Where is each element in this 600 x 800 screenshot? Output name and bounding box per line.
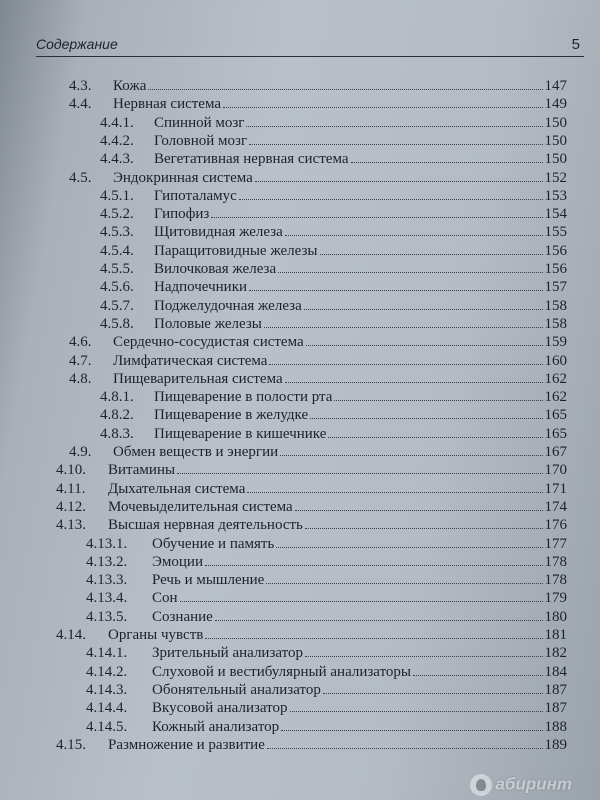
toc-entry-page: 147 xyxy=(544,78,567,94)
toc-entry-number: 4.13.3. xyxy=(86,572,128,589)
toc-entry-page: 187 xyxy=(544,700,567,717)
dot-leader xyxy=(306,332,543,346)
toc-entry-title: Гипофиз xyxy=(154,206,210,223)
toc-entry xyxy=(100,314,567,334)
toc-entry-number: 4.5.1. xyxy=(100,187,134,204)
toc-entry-page: 174 xyxy=(544,498,567,515)
toc-entry-page: 181 xyxy=(544,627,567,643)
toc-entry-title: Витамины xyxy=(108,462,176,479)
toc-entry-title: Слуховой и вестибулярный анализаторы xyxy=(152,663,412,680)
toc-entry xyxy=(100,204,567,224)
toc-entry-number: 4.8. xyxy=(69,370,92,387)
toc-entry-page: 149 xyxy=(544,96,567,113)
toc-entry xyxy=(100,149,567,169)
toc-entry-title: Кожный анализатор xyxy=(152,718,280,735)
toc-entry-number: 4.12. xyxy=(56,498,86,515)
section-title: Содержание xyxy=(36,36,118,52)
toc-entry-number: 4.14.5. xyxy=(86,718,128,735)
toc-entry xyxy=(56,625,567,645)
toc-entry-title: Головной мозг xyxy=(154,132,248,149)
toc-entry-title: Сон xyxy=(152,590,178,607)
toc-entry-number: 4.15. xyxy=(56,736,86,753)
dot-leader xyxy=(180,588,543,602)
toc-entry-title: Пищеварение в кишечнике xyxy=(154,425,327,442)
dot-leader xyxy=(255,168,543,182)
toc-entry-page: 150 xyxy=(544,132,567,149)
toc-entry-number: 4.8.1. xyxy=(100,389,134,406)
toc-entry-number: 4.13.1. xyxy=(86,535,128,552)
dot-leader xyxy=(328,424,542,438)
toc-entry xyxy=(86,588,567,608)
toc-entry xyxy=(86,570,567,590)
toc-entry-number: 4.6. xyxy=(69,334,92,351)
toc-entry-number: 4.14.4. xyxy=(86,700,128,717)
toc-entry-title: Зрительный анализатор xyxy=(152,645,304,662)
toc-entry-title: Пищеварение в полости рта xyxy=(154,389,333,406)
toc-entry-title: Эмоции xyxy=(152,553,203,570)
toc-entry-title: Гипоталамус xyxy=(154,187,237,204)
toc-entry-page: 152 xyxy=(544,169,567,186)
toc-entry-number: 4.4.2. xyxy=(100,132,134,149)
toc-entry xyxy=(56,515,567,535)
toc-entry-number: 4.5.4. xyxy=(100,242,134,259)
toc-entry-number: 4.4.3. xyxy=(100,151,134,168)
dot-leader xyxy=(290,698,543,712)
toc-entry xyxy=(86,680,567,700)
toc-entry xyxy=(100,113,567,133)
dot-leader xyxy=(205,552,543,566)
toc-entry-number: 4.13.5. xyxy=(86,608,128,625)
dot-leader xyxy=(278,259,542,273)
toc-entry xyxy=(69,168,567,188)
toc-entry xyxy=(86,534,567,554)
toc-entry-title: Надпочечники xyxy=(154,279,248,296)
toc-entry xyxy=(100,424,567,444)
dot-leader xyxy=(266,570,542,584)
dot-leader xyxy=(281,717,542,731)
page-header xyxy=(36,34,584,57)
toc-entry xyxy=(100,277,567,297)
dot-leader xyxy=(264,314,543,328)
toc-entry-title: Паращитовидные железы xyxy=(154,242,318,259)
toc-entry-number: 4.8.2. xyxy=(100,407,134,424)
toc-entry-number: 4.9. xyxy=(69,444,92,460)
dot-leader xyxy=(205,625,542,639)
toc-entry-number: 4.5.8. xyxy=(100,315,134,332)
toc-entry-page: 167 xyxy=(544,444,567,460)
toc-entry-page: 162 xyxy=(544,370,567,387)
toc-entry-page: 162 xyxy=(544,389,567,406)
dot-leader xyxy=(323,680,543,694)
toc-entry-title: Речь и мышление xyxy=(152,572,265,589)
toc-entry xyxy=(86,662,567,682)
toc-entry xyxy=(100,222,567,242)
toc-entry xyxy=(86,643,567,663)
dot-leader xyxy=(276,534,542,548)
toc-entry-title: Сознание xyxy=(152,608,213,625)
toc-entry-title: Нервная система xyxy=(113,96,222,113)
toc-entry-page: 158 xyxy=(544,297,567,314)
toc-entry-page: 158 xyxy=(544,315,567,332)
dot-leader xyxy=(267,735,543,749)
dot-leader xyxy=(305,643,542,657)
toc-entry xyxy=(56,735,567,755)
toc-entry-page: 157 xyxy=(544,279,567,296)
toc-entry-number: 4.13. xyxy=(56,517,86,534)
toc-entry-title: Высшая нервная деятельность xyxy=(108,517,303,534)
toc-entry-number: 4.4.1. xyxy=(100,114,134,131)
dot-leader xyxy=(246,113,542,127)
toc-entry-number: 4.11. xyxy=(56,480,86,497)
toc-entry-title: Половые железы xyxy=(154,315,262,332)
toc-entry-number: 4.8.3. xyxy=(100,425,134,442)
dot-leader xyxy=(280,442,542,456)
toc-entry-page: 171 xyxy=(544,480,567,497)
toc-entry-page: 179 xyxy=(544,590,567,607)
toc-entry-number: 4.3. xyxy=(69,78,92,94)
toc-entry-page: 165 xyxy=(544,425,567,442)
toc-entry-number: 4.4. xyxy=(69,96,92,113)
watermark-text: абиринт xyxy=(495,774,572,794)
page-number: 5 xyxy=(571,36,580,53)
toc-entry-title: Дыхательная система xyxy=(108,480,246,497)
toc-entry-page: 165 xyxy=(544,407,567,424)
toc-entry xyxy=(69,351,567,371)
toc-entry xyxy=(100,241,567,261)
toc-entry-page: 155 xyxy=(544,224,567,241)
toc-entry xyxy=(100,296,567,316)
watermark xyxy=(470,774,572,796)
toc-entry-page: 177 xyxy=(544,535,567,552)
toc-entry-page: 178 xyxy=(544,572,567,589)
toc-entry-title: Спинной мозг xyxy=(154,114,245,131)
toc-entry-number: 4.14.1. xyxy=(86,645,128,662)
dot-leader xyxy=(295,497,543,511)
toc-entry xyxy=(69,94,567,114)
toc-entry xyxy=(69,76,567,96)
toc-entry-page: 182 xyxy=(544,645,567,662)
dot-leader xyxy=(269,351,542,365)
toc-entry-title: Вегетативная нервная система xyxy=(154,151,349,168)
toc-entry-page: 188 xyxy=(544,718,567,735)
toc-entry-page: 170 xyxy=(544,462,567,479)
toc-entry xyxy=(100,259,567,279)
dot-leader xyxy=(285,369,543,383)
dot-leader xyxy=(249,131,542,145)
toc-entry-title: Сердечно-сосудистая система xyxy=(113,334,304,351)
toc-entry-number: 4.5.7. xyxy=(100,297,134,314)
book-page xyxy=(14,0,600,800)
toc-entry-title: Обучение и память xyxy=(152,535,275,552)
toc-entry-title: Вилочковая железа xyxy=(154,261,277,277)
toc-entry-title: Мочевыделительная система xyxy=(108,498,293,515)
toc-entry-page: 160 xyxy=(544,352,567,369)
toc-entry-page: 156 xyxy=(544,261,567,277)
toc-entry xyxy=(100,186,567,206)
toc-entry xyxy=(56,497,567,517)
toc-entry xyxy=(100,405,567,425)
toc-entry-title: Вкусовой анализатор xyxy=(152,700,288,717)
dot-leader xyxy=(320,241,543,255)
toc-entry-title: Пищеварение в желудке xyxy=(154,407,309,424)
toc-entry-page: 150 xyxy=(544,151,567,168)
toc-entry xyxy=(56,479,567,499)
toc-entry-number: 4.14.3. xyxy=(86,681,128,698)
toc-entry-number: 4.13.4. xyxy=(86,590,128,607)
toc-entry xyxy=(69,442,567,462)
toc-entry-title: Кожа xyxy=(113,78,147,94)
dot-leader xyxy=(249,277,542,291)
toc-entry-number: 4.14.2. xyxy=(86,663,128,680)
toc-entry xyxy=(86,552,567,572)
toc-entry-title: Лимфатическая система xyxy=(113,352,268,369)
dot-leader xyxy=(305,515,543,529)
toc-entry-number: 4.10. xyxy=(56,462,86,479)
toc-entry-number: 4.7. xyxy=(69,352,92,369)
toc-entry-title: Обонятельный анализатор xyxy=(152,681,321,698)
toc-entry-number: 4.5.6. xyxy=(100,279,134,296)
toc-entry-title: Поджелудочная железа xyxy=(154,297,302,314)
toc-entry-title: Размножение и развитие xyxy=(108,736,265,753)
dot-leader xyxy=(285,222,543,236)
toc-entry-page: 159 xyxy=(544,334,567,351)
toc-entry-page: 154 xyxy=(544,206,567,223)
labyrinth-logo-icon xyxy=(470,774,492,796)
toc-entry xyxy=(100,131,567,151)
dot-leader xyxy=(177,460,542,474)
toc-entry xyxy=(69,369,567,389)
toc-entry xyxy=(69,332,567,352)
toc-entry-page: 156 xyxy=(544,242,567,259)
toc-entry-number: 4.5.3. xyxy=(100,224,134,241)
dot-leader xyxy=(211,204,542,218)
toc-entry-page: 150 xyxy=(544,114,567,131)
toc-entry-number: 4.5. xyxy=(69,169,92,186)
toc-entry-number: 4.13.2. xyxy=(86,553,128,570)
dot-leader xyxy=(334,387,542,401)
toc-entry-page: 187 xyxy=(544,681,567,698)
toc-entry-page: 176 xyxy=(544,517,567,534)
toc-entry-number: 4.14. xyxy=(56,627,86,643)
toc-entry-number: 4.5.5. xyxy=(100,261,134,277)
toc-entry xyxy=(86,698,567,718)
toc-entry-page: 180 xyxy=(544,608,567,625)
toc-entry-page: 184 xyxy=(544,663,567,680)
toc-entry xyxy=(86,717,567,737)
dot-leader xyxy=(310,405,542,419)
toc-entry-number: 4.5.2. xyxy=(100,206,134,223)
dot-leader xyxy=(304,296,543,310)
toc-entry-page: 153 xyxy=(544,187,567,204)
dot-leader xyxy=(247,479,542,493)
dot-leader xyxy=(413,662,542,676)
dot-leader xyxy=(239,186,543,200)
dot-leader xyxy=(215,607,543,621)
dot-leader xyxy=(148,76,542,90)
dot-leader xyxy=(351,149,543,163)
dot-leader xyxy=(223,94,542,108)
toc-entry xyxy=(56,460,567,480)
toc-entry-title: Органы чувств xyxy=(108,627,204,643)
toc-entry-title: Обмен веществ и энергии xyxy=(113,444,279,460)
toc-entry-page: 189 xyxy=(544,736,567,753)
toc-entry xyxy=(86,607,567,627)
toc-entry-title: Щитовидная железа xyxy=(154,224,283,241)
toc-entry-page: 178 xyxy=(544,553,567,570)
toc-entry xyxy=(100,387,567,407)
toc-entry-title: Пищеварительная система xyxy=(113,370,283,387)
toc-entry-title: Эндокринная система xyxy=(113,169,253,186)
